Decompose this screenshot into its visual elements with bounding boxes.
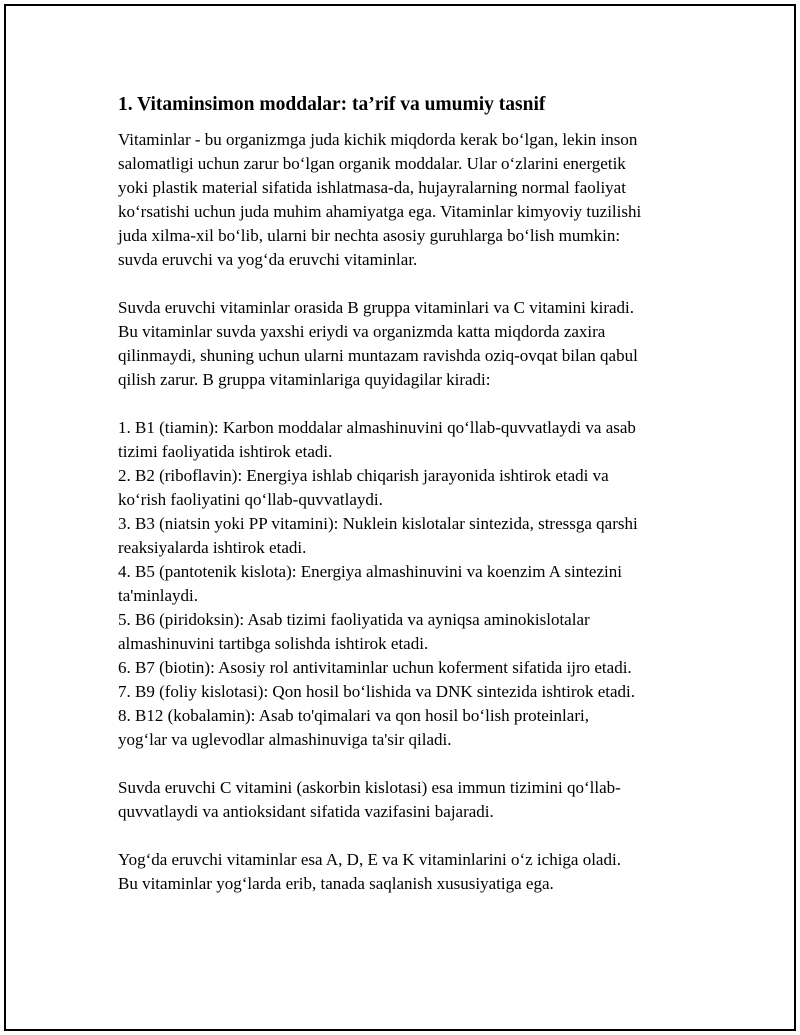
list-item-b12: 8. B12 (kobalamin): Asab to'qimalari va qon hosil bo‘lish proteinlari, yog‘lar va uglevodlar almashinuviga ta'sir qiladi. [118, 706, 589, 749]
list-item-b1: 1. B1 (tiamin): Karbon moddalar almashinuvini qo‘llab-quvvatlaydi va asab tizimi faoliyatida ishtirok etadi. [118, 418, 636, 461]
paragraph-water-soluble: Suvda eruvchi vitaminlar orasida B gruppa vitaminlari va C vitamini kiradi. Bu vitaminlar suvda yaxshi eriydi va organizmda katta miqdorda zaxira qilinmaydi, shuning uchun ularni muntazam ravishda oziq-ovqat bilan qabul qilish zarur. B gruppa vitaminlariga quyidagilar kiradi: [118, 298, 638, 389]
section-title: 1. Vitaminsimon moddalar: ta’rif va umumiy tasnif [118, 94, 546, 115]
list-item-b9: 7. B9 (foliy kislotasi): Qon hosil bo‘lishida va DNK sintezida ishtirok etadi. [118, 682, 636, 701]
paragraph-intro: Vitaminlar - bu organizmga juda kichik miqdorda kerak bo‘lgan, lekin inson salomatligi uchun zarur bo‘lgan organik moddalar. Ular o‘zlarini energetik yoki plastik material sifatida ishlatmasa-da, hujayralarning normal faoliyat ko‘rsatishi uchun juda muhim ahamiyatga ega. Vitaminlar kimyoviy tuzilishi juda xilma-xil bo‘lib, ularni bir nechta asosiy guruhlarga bo‘lish mumkin: suvda eruvchi va yog‘da eruvchi vitaminlar. [118, 130, 642, 269]
list-item-b7: 6. B7 (biotin): Asosiy rol antivitaminlar uchun koferment sifatida ijro etadi. [118, 658, 632, 677]
document-body [118, 92, 698, 920]
paragraph-vitamin-c: Suvda eruvchi C vitamini (askorbin kislotasi) esa immun tizimini qo‘llab- quvvatlaydi va antioksidant sifatida vazifasini bajaradi. [118, 778, 621, 821]
vitamin-b-list [118, 416, 698, 752]
paragraph-fat-soluble: Yog‘da eruvchi vitaminlar esa A, D, E va K vitaminlarini o‘z ichiga oladi. Bu vitaminlar yog‘larda erib, tanada saqlanish xususiyatiga ega. [118, 850, 621, 893]
list-item-b2: 2. B2 (riboflavin): Energiya ishlab chiqarish jarayonida ishtirok etadi va ko‘rish faoliyatini qo‘llab-quvvatlaydi. [118, 466, 609, 509]
list-item-b5: 4. B5 (pantotenik kislota): Energiya almashinuvini va koenzim A sintezini ta'minlaydi. [118, 562, 622, 605]
list-item-b6: 5. B6 (piridoksin): Asab tizimi faoliyatida va ayniqsa aminokislotalar almashinuvini tartibga solishda ishtirok etadi. [118, 610, 590, 653]
list-item-b3: 3. B3 (niatsin yoki PP vitamini): Nuklein kislotalar sintezida, stressga qarshi reaksiyalarda ishtirok etadi. [118, 514, 638, 557]
